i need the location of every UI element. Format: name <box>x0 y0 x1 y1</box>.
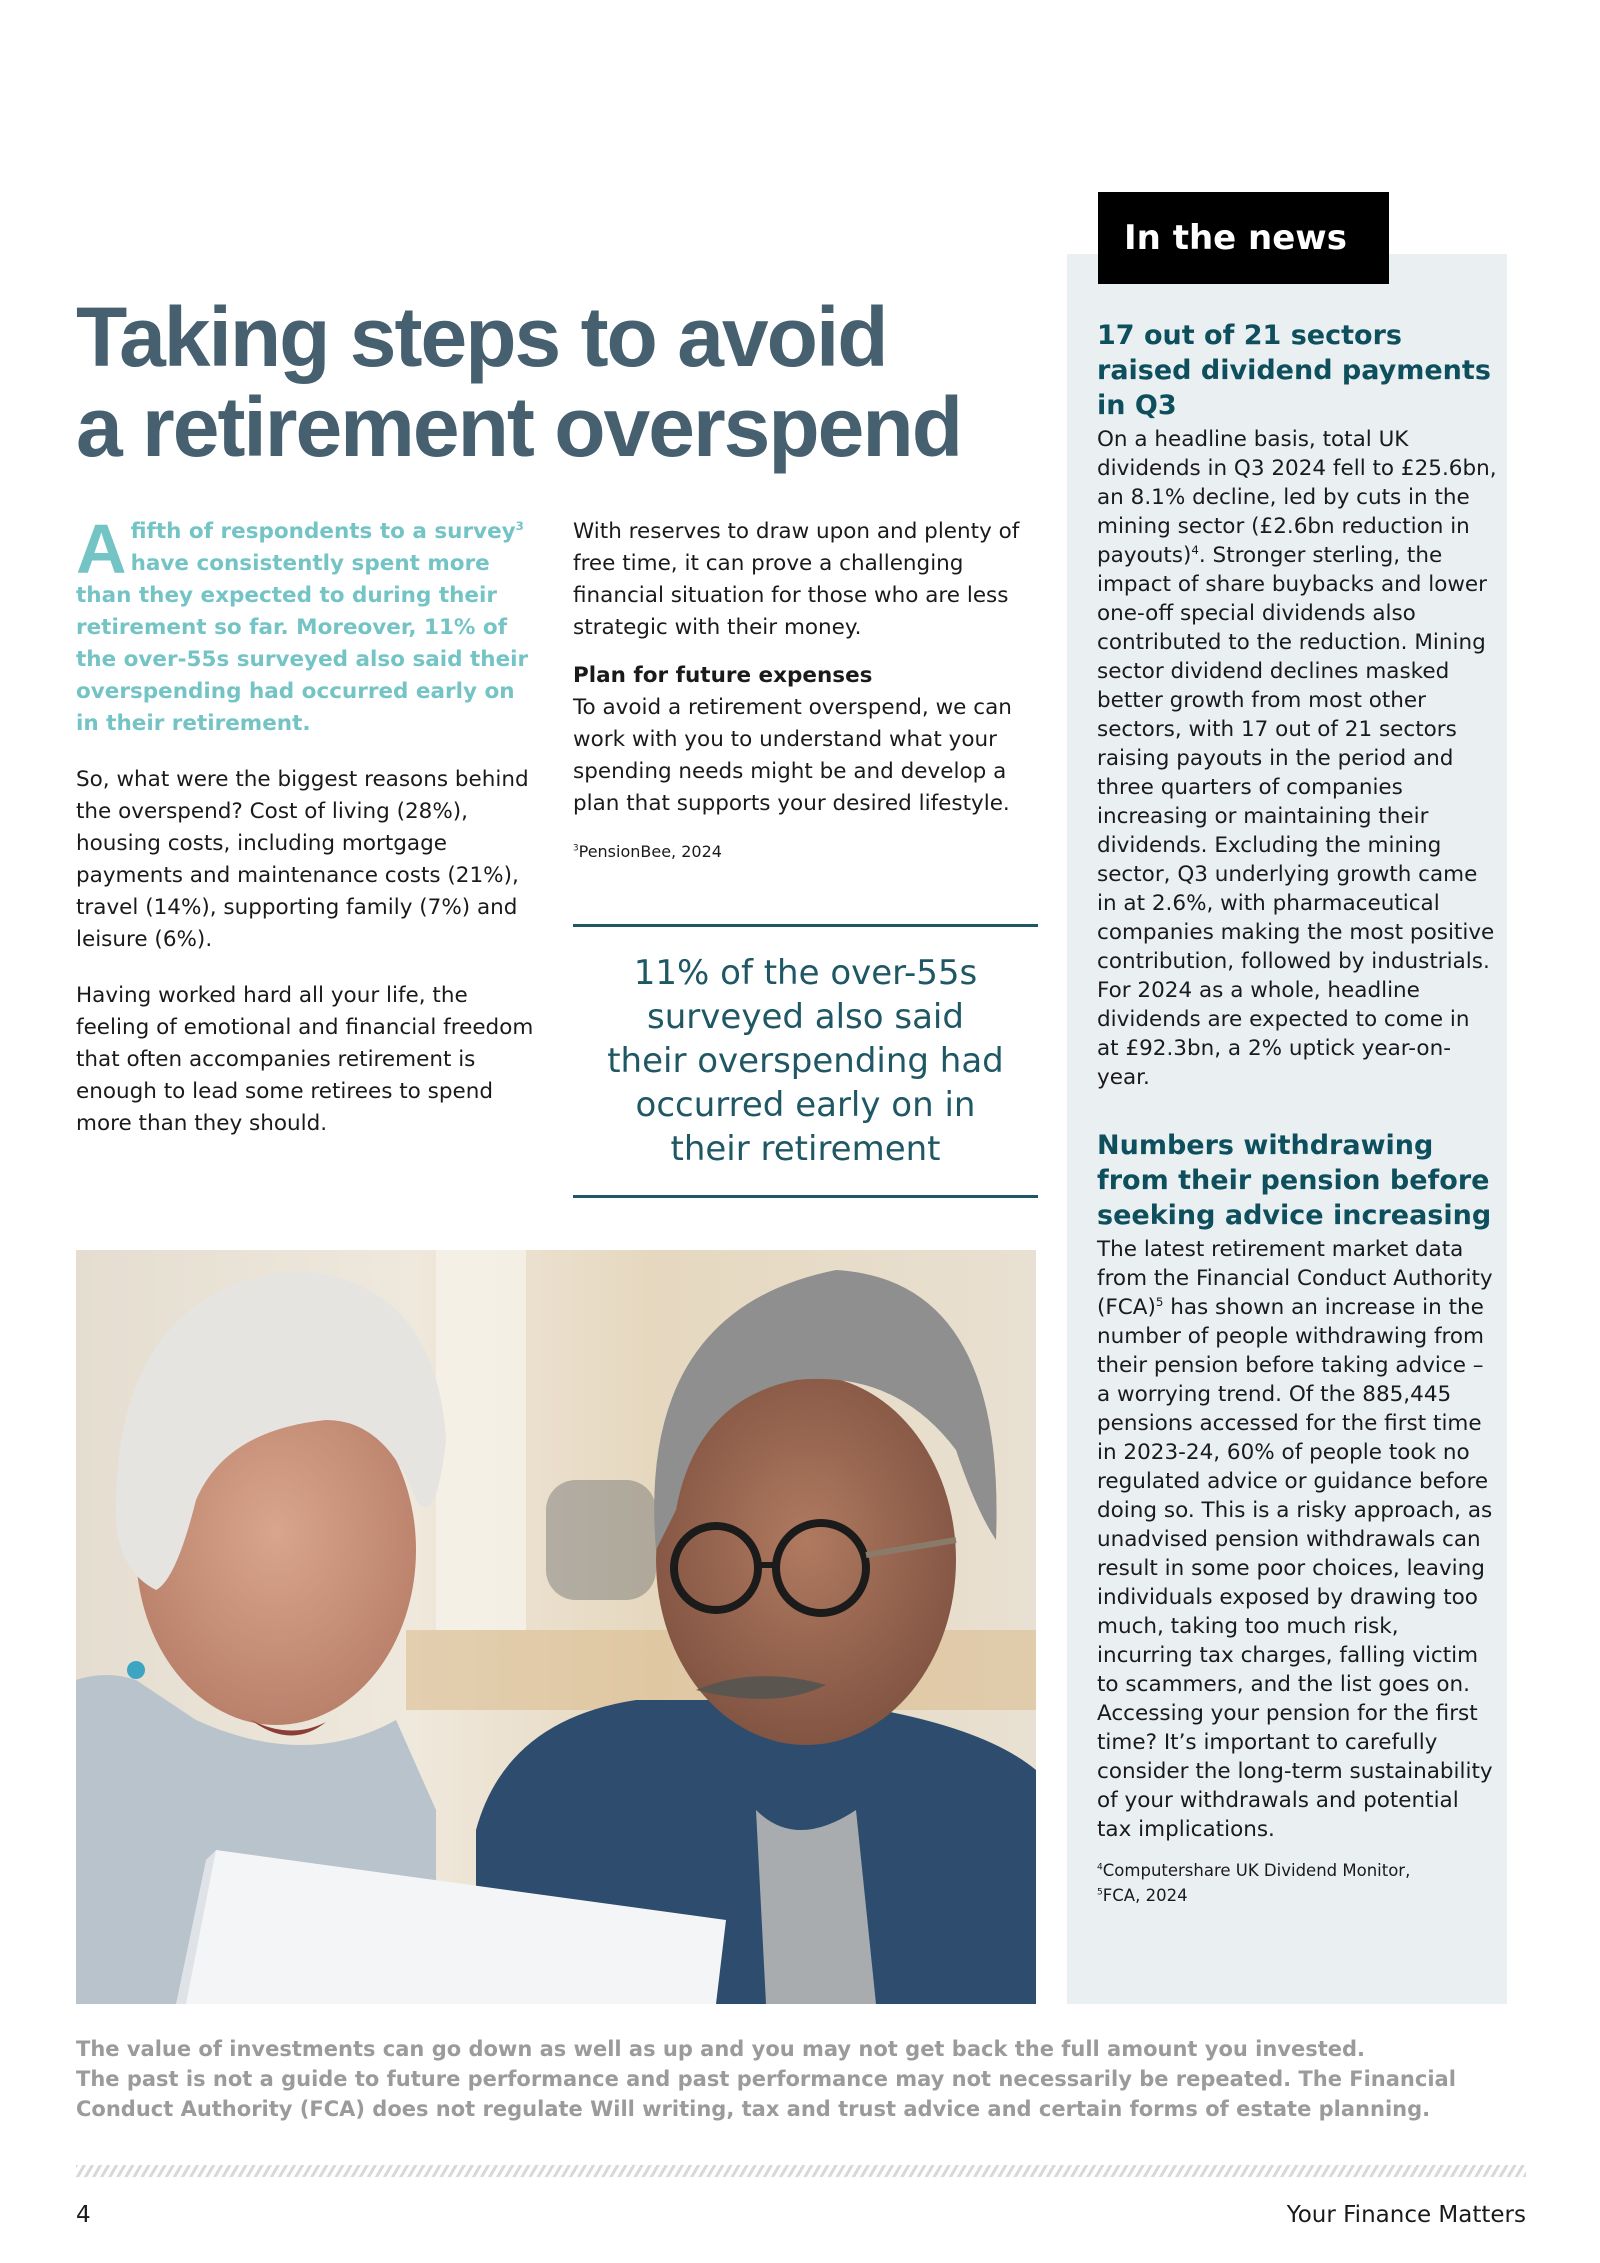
hatched-divider <box>76 2165 1526 2177</box>
news-heading: Numbers withdrawing from their pension before seeking advice increasing <box>1097 1130 1492 1231</box>
drop-cap: A <box>76 510 127 588</box>
news-tab-label: In the news <box>1098 192 1389 284</box>
title-line-1: Taking steps to avoid <box>76 290 887 384</box>
intro-paragraph: Afifth of respondents to a survey$^3$ have consistently spent more than they expected to during their retirement so far. Moreover, 11% of the over-55s surveyed also said their overspending had occurred early on in their retirement. <box>76 510 529 736</box>
news-heading: 17 out of 21 sectors raised dividend payments in Q3 <box>1097 320 1491 421</box>
publication-name: Your Finance Matters <box>1286 2202 1526 2228</box>
footnote: $^3$PensionBee, 2024 <box>573 842 722 861</box>
body-paragraph: To avoid a retirement overspend, we can work with you to understand what your spending needs might be and develop a plan that supports your desired lifestyle. <box>573 695 1012 816</box>
title-line-2: a retirement overspend <box>76 380 962 474</box>
news-footnotes: $^4$Computershare UK Dividend Monitor, $^5$FCA, 2024 <box>1097 1861 1411 1905</box>
footnote-ref: 3 <box>515 518 524 533</box>
couple-photo <box>76 1250 1036 2004</box>
pull-quote-text: 11% of the over-55s surveyed also said their overspending had occurred early on in their retirement <box>607 953 1004 1169</box>
body-paragraph: With reserves to draw upon and plenty of free time, it can prove a challenging financial situation for those who are less strategic with their money. <box>573 519 1020 640</box>
news-body: On a headline basis, total UK dividends in Q3 2024 fell to £25.6bn, an 8.1% decline, led by cuts in the mining sector (£2.6bn reduction in payouts)$^4$. Stronger sterling, the impact of share buybacks and lower one-off special dividends also contributed to the reduction. Mining sector dividend declines masked better growth from most other sectors, with 17 out of 21 sectors raising payouts in the period and three quarters of companies increasing or maintaining their dividends. Excluding the mining sector, Q3 underlying growth came in at 2.6%, with pharmaceutical companies making the most positive contribution, followed by industrials. For 2024 as a whole, headline dividends are expected to come in at £92.3bn, a 2% uptick year-on-year. <box>1097 427 1497 1090</box>
article-column-left <box>76 510 536 1140</box>
page-title <box>76 292 1036 472</box>
pull-quote <box>573 924 1038 1198</box>
page-number: 4 <box>76 2202 91 2228</box>
article-column-middle <box>573 516 1038 864</box>
section-subheading: Plan for future expenses <box>573 663 873 688</box>
body-paragraph: So, what were the biggest reasons behind the overspend? Cost of living (28%), housing costs, including mortgage payments and maintenance costs (21%), travel (14%), supporting family (7%) and leisure (6%). <box>76 767 529 952</box>
body-paragraph: Having worked hard all your life, the feeling of emotional and financial freedom that often accompanies retirement is enough to lead some retirees to spend more than they should. <box>76 983 534 1136</box>
news-body: The latest retirement market data from the Financial Conduct Authority (FCA)$^5$ has shown an increase in the number of people withdrawing from their pension before taking advice – a worrying trend. Of the 885,445 pensions accessed for the first time in 2023-24, 60% of people took no regulated advice or guidance before doing so. This is a risky approach, as unadvised pension withdrawals can result in some poor choices, leaving individuals exposed by drawing too much, taking too much risk, incurring tax charges, falling victim to scammers, and the list goes on. Accessing your pension for the first time? It’s important to carefully consider the long-term sustainability of your withdrawals and potential tax implications. <box>1097 1237 1493 1842</box>
news-content <box>1097 318 1497 1908</box>
photo-illustration <box>76 1250 1036 2004</box>
risk-disclaimer: The value of investments can go down as well as up and you may not get back the full amount you invested. The past is not a guide to future performance and past performance may not necessarily be repeated. The Financial Conduct Authority (FCA) does not regulate Will writing, tax and trust advice and certain forms of estate planning. <box>76 2037 1456 2121</box>
